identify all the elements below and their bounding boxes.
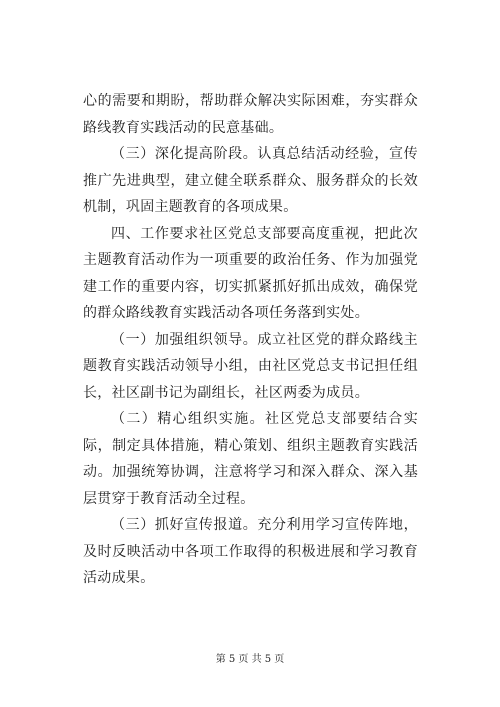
paragraph-leadership: （一）加强组织领导。成立社区党的群众路线主题教育实践活动领导小组，由社区党总支书记担任组长，社区副书记为副组长，社区两委为成员。 xyxy=(83,331,418,401)
paragraph-stage-three: （三）深化提高阶段。认真总结活动经验，宣传推广先进典型，建立健全联系群众、服务群众的长效机制，巩固主题教育的各项成果。 xyxy=(83,146,418,215)
paragraph-publicity: （三）抓好宣传报道。充分利用学习宣传阵地，及时反映活动中各项工作取得的积极进展和学习教育活动成果。 xyxy=(83,517,418,586)
page-number-footer: 第 5 页 共 5 页 xyxy=(215,654,285,665)
paragraph-continuation: 心的需要和期盼，帮助群众解决实际困难，夯实群众路线教育实践活动的民意基础。 xyxy=(83,93,418,136)
paragraph-work-requirements: 四、工作要求社区党总支部要高度重视，把此次主题教育活动作为一项重要的政治任务、作为加强党建工作的重要内容，切实抓紧抓好抓出成效，确保党的群众路线教育实践活动各项任务落到实处。 xyxy=(83,225,418,321)
document-body xyxy=(83,88,418,592)
paragraph-implementation: （二）精心组织实施。社区党总支部要结合实际，制定具体措施，精心策划、组织主题教育实践活动。加强统筹协调，注意将学习和深入群众、深入基层贯穿于教育活动全过程。 xyxy=(83,411,418,507)
